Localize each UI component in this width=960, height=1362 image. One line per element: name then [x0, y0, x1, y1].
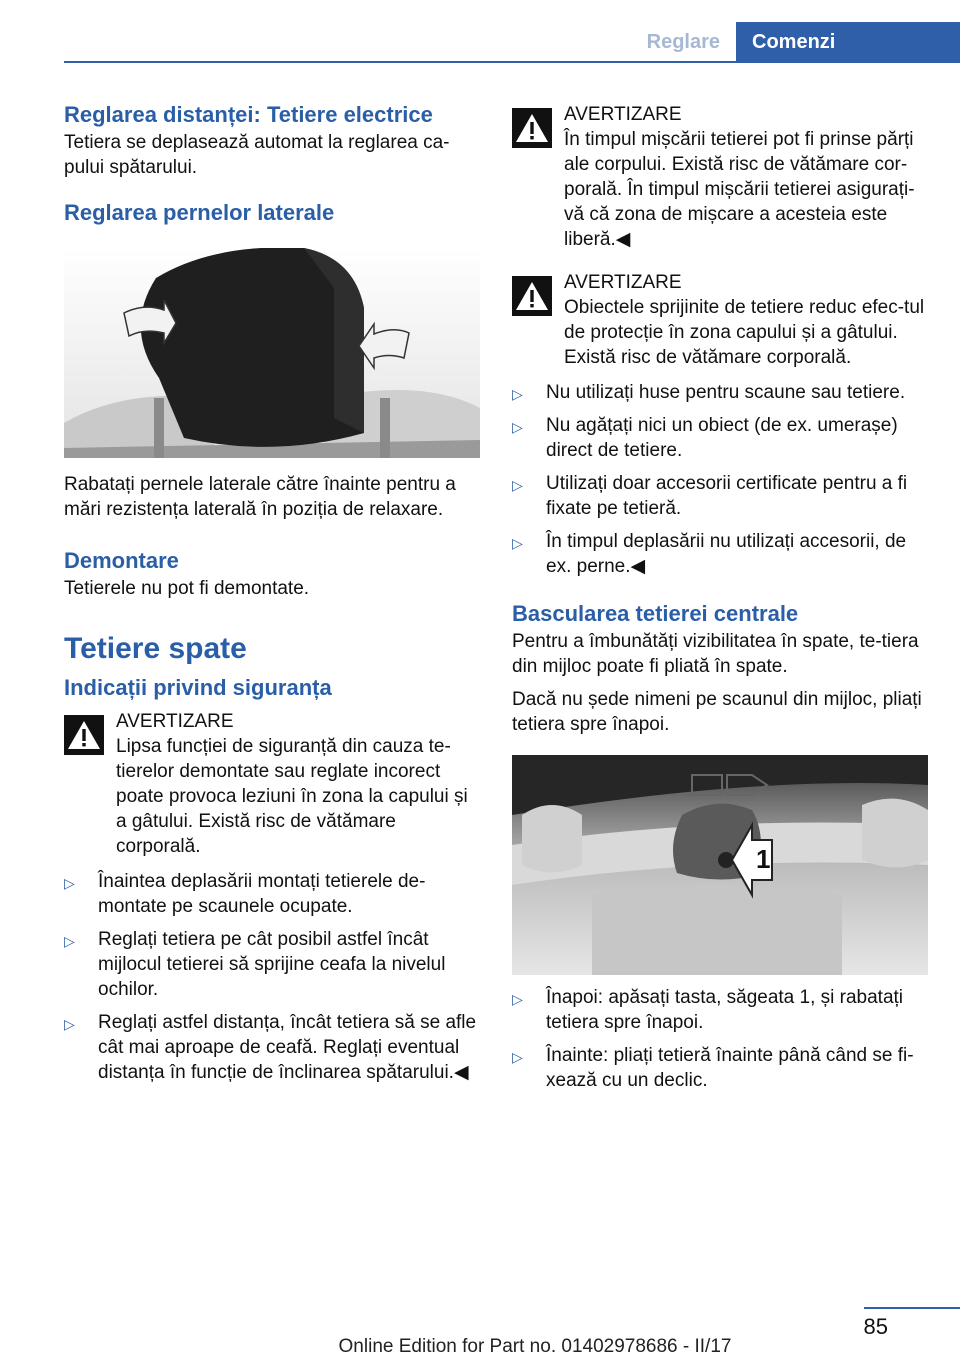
triangle-bullet-icon: ▷ [64, 875, 75, 891]
image-label-1: 1 [756, 844, 771, 874]
text-basculare-1: Pentru a îmbunătăți vizibilitatea în spate, te‐tiera din mijloc poate fi pliată în spate. [512, 631, 919, 677]
warning-block-left [64, 709, 480, 859]
list-item-text: Înapoi: apăsați tasta, săgeata 1, și rabatați tetiera spre înapoi. [546, 987, 904, 1033]
list-item [64, 1010, 480, 1085]
warning-title: AVERTIZARE [116, 711, 234, 732]
list-item-text: Înaintea deplasării montați tetierele de‐montate pe scaunele ocupate. [98, 871, 426, 917]
triangle-bullet-icon: ▷ [512, 419, 523, 435]
list-item-text: Înainte: pliați tetieră înainte până când se fi‐xează cu un declic. [546, 1045, 914, 1091]
text-rabatati-pernele: Rabatați pernele laterale către înainte pentru a mări rezistența laterală în poziția de relaxare. [64, 474, 456, 520]
left-column [64, 96, 480, 1085]
page-number: 85 [863, 1314, 888, 1339]
list-item-text: Reglați astfel distanța, încât tetiera să se afle cât mai aproape de ceafă. Reglați eventual distanța în funcție de înclinarea spătarului.◀ [98, 1012, 477, 1083]
warning-title: AVERTIZARE [564, 272, 682, 293]
heading-tetiere-spate: Tetiere spate [64, 632, 247, 665]
footer-rule [864, 1307, 960, 1309]
triangle-bullet-icon: ▷ [512, 477, 523, 493]
warning-text-body: Obiectele sprijinite de tetiere reduc efec‐tul de protecție în zona capului și a gâtului. Există risc de vătămare corporală. [564, 297, 925, 368]
list-item [512, 1043, 928, 1093]
list-item [64, 869, 480, 919]
warning-text-body: În timpul mișcării tetierei pot fi prinse părți ale corpului. Există risc de vătămare cor‐porală. În timpul mișcării tetierei asigurați-vă că zona de mișcare a acesteia este liberă.◀ [564, 129, 915, 250]
warning-title: AVERTIZARE [564, 104, 682, 125]
warning-triangle-icon [64, 715, 104, 755]
heading-indicatii-siguranta: Indicații privind siguranța [64, 675, 332, 700]
list-item-text: Nu utilizați huse pentru scaune sau tetiere. [546, 382, 906, 403]
heading-reglarea-distantei: Reglarea distanței: Tetiere electrice [64, 102, 433, 127]
bullet-list-right [512, 380, 928, 579]
list-item [512, 471, 928, 521]
right-column [512, 96, 928, 1093]
warning-text [116, 734, 480, 859]
header-tabs [636, 22, 960, 62]
list-item-text: Nu agățați nici un obiect (de ex. umerașe) direct de tetiere. [546, 415, 898, 461]
heading-reglarea-pernelor: Reglarea pernelor laterale [64, 200, 335, 225]
tab-reglare[interactable]: Reglare [646, 30, 720, 53]
heading-demontare: Demontare [64, 548, 179, 573]
list-item [512, 413, 928, 463]
triangle-bullet-icon: ▷ [512, 991, 523, 1007]
list-item-text: În timpul deplasării nu utilizați accesorii, de ex. perne.◀ [546, 531, 907, 577]
triangle-bullet-icon: ▷ [64, 933, 75, 949]
heading-basculare: Bascularea tetierei centrale [512, 601, 799, 626]
text-basculare-2: Dacă nu șede nimeni pe scaunul din mijloc, pliați tetiera spre înapoi. [512, 689, 922, 735]
warning-block-right-2 [512, 270, 928, 370]
headrest-side-cushions-image [64, 248, 480, 458]
warning-triangle-icon [512, 276, 552, 316]
warning-block-right-1 [512, 102, 928, 252]
list-item [512, 380, 928, 405]
list-item-text: Utilizați doar accesorii certificate pentru a fi fixate pe tetieră. [546, 473, 908, 519]
warning-triangle-icon [512, 108, 552, 148]
list-item [512, 985, 928, 1035]
list-item [512, 529, 928, 579]
tab-comenzi[interactable]: Comenzi [736, 22, 960, 62]
bullet-list-left [64, 869, 480, 1085]
triangle-bullet-icon: ▷ [64, 1016, 75, 1032]
bullet-list-right-2 [512, 985, 928, 1093]
warning-text-body: Lipsa funcției de siguranță din cauza te‐tierelor demontate sau reglate incorect poate provoca leziuni în zona la capului și a gâtului. Există risc de vătămare corporală. [116, 736, 468, 857]
footer-edition: Online Edition for Part no. 01402978686 - II/17 [338, 1336, 732, 1357]
list-item [64, 927, 480, 1002]
center-headrest-image [512, 755, 928, 975]
header-rule [64, 61, 960, 63]
text-reglarea-distantei: Tetiera se deplasează automat la reglarea ca‐pului spătarului. [64, 132, 450, 178]
list-item-text: Reglați tetiera pe cât posibil astfel încât mijlocul tetierei să sprijine ceafa la nivelul ochilor. [98, 929, 446, 1000]
triangle-bullet-icon: ▷ [512, 535, 523, 551]
triangle-bullet-icon: ▷ [512, 386, 523, 402]
text-demontare: Tetierele nu pot fi demontate. [64, 578, 310, 599]
triangle-bullet-icon: ▷ [512, 1049, 523, 1065]
